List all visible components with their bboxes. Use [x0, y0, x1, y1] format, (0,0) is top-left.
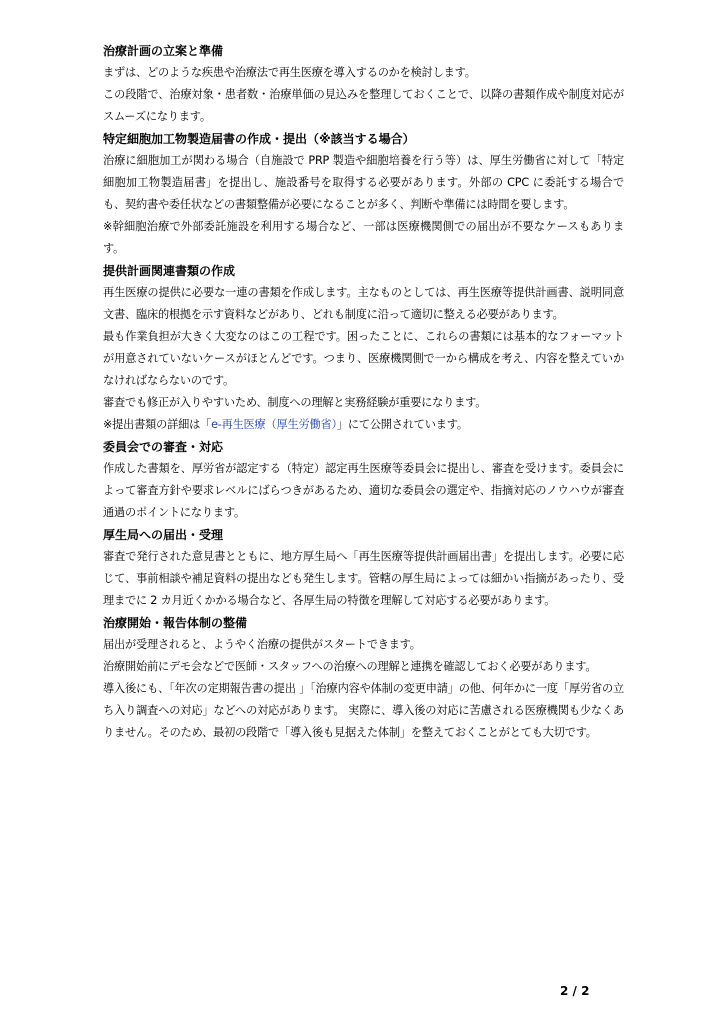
- section-paragraph: 治療開始前にデモ会などで医師・スタッフへの治療への理解と連携を確認しておく必要があります。: [103, 660, 597, 673]
- section-plan-documents: [103, 260, 624, 436]
- section-paragraph: 審査でも修正が入りやすいため、制度への理解と実務経験が重要になります。: [103, 396, 487, 409]
- section-paragraph: この段階で、治療対象・患者数・治療単価の見込みを整理しておくことで、以降の書類作成や制度対応がスムーズになります。: [103, 88, 624, 123]
- section-paragraph: 再生医療の提供に必要な一連の書類を作成します。主なものとしては、再生医療等提供計画書、説明同意文書、臨床的根拠を示す資料などがあり、どれも制度に沿って適切に整える必要があります。: [103, 286, 624, 321]
- section-paragraph: 審査で発行された意見書とともに、地方厚生局へ「再生医療等提供計画届出書」を提出します。必要に応じて、事前相談や補足資料の提出なども発生します。管轄の厚生局によっては細かい指摘があったり、受理までに 2 カ月近くかかる場合など、各厚生局の特徴を理解して対応する必要があります。: [103, 550, 624, 607]
- section-paragraph: まずは、どのような疾患や治療法で再生医療を導入するのかを検討します。: [103, 66, 476, 79]
- section-heading: 提供計画関連書類の作成: [103, 264, 236, 278]
- link-note-paragraph: [103, 414, 624, 436]
- section-heading: 委員会での審査・対応: [103, 440, 224, 454]
- section-treatment-start: [103, 612, 624, 744]
- section-paragraph: 治療に細胞加工が関わる場合（自施設で PRP 製造や細胞培養を行う等）は、厚生労働省に対して「特定細胞加工物製造届書」を提出し、施設番号を取得する必要があります。外部の CPC に委託する場合でも、契約書や委任状などの書類整備が必要になることが多く、判断や準備には時間を要します。: [103, 154, 624, 211]
- link-note-prefix: ※提出書類の詳細は「: [103, 418, 212, 431]
- section-health-bureau-filing: [103, 524, 624, 612]
- document-page: [103, 40, 624, 744]
- section-treatment-plan: [103, 40, 624, 128]
- section-paragraph: 作成した書類を、厚労省が認定する（特定）認定再生医療等委員会に提出し、審査を受けます。委員会によって審査方針や要求レベルにばらつきがあるため、適切な委員会の選定や、指摘対応のノウハウが審査通過のポイントになります。: [103, 462, 624, 519]
- link-note-suffix: 」にて公開されています。: [336, 418, 468, 431]
- section-paragraph: ※幹細胞治療で外部委託施設を利用する場合など、一部は医療機関側での届出が不要なケースもあります。: [103, 220, 624, 255]
- section-heading: 治療開始・報告体制の整備: [103, 616, 248, 630]
- section-paragraph: 届出が受理されると、ようやく治療の提供がスタートできます。: [103, 638, 421, 651]
- section-heading: 厚生局への届出・受理: [103, 528, 224, 542]
- section-paragraph: 導入後にも、「年次の定期報告書の提出 」「治療内容や体制の変更申請」の他、何年かに一度「厚労省の立ち入り調査への対応」などへの対応があります。 実際に、導入後の対応に苦慮される医療機関も少なくありません。そのため、最初の段階で「導入後も見据えた体制」を整えておくことがとても大切です。: [103, 682, 624, 739]
- page-number: 2 / 2: [560, 984, 590, 998]
- section-heading: 特定細胞加工物製造届書の作成・提出（※該当する場合）: [103, 132, 415, 146]
- section-heading: 治療計画の立案と準備: [103, 44, 224, 58]
- section-paragraph: 最も作業負担が大きく大変なのはこの工程です。困ったことに、これらの書類には基本的なフォーマットが用意されていないケースがほとんどです。つまり、医療機関側で一から構成を考え、内容を整えていかなければならないのです。: [103, 330, 624, 387]
- section-cell-processing-notification: [103, 128, 624, 260]
- section-committee-review: [103, 436, 624, 524]
- e-regenerative-medicine-link[interactable]: e-再生医療（厚生労働省）: [211, 418, 337, 431]
